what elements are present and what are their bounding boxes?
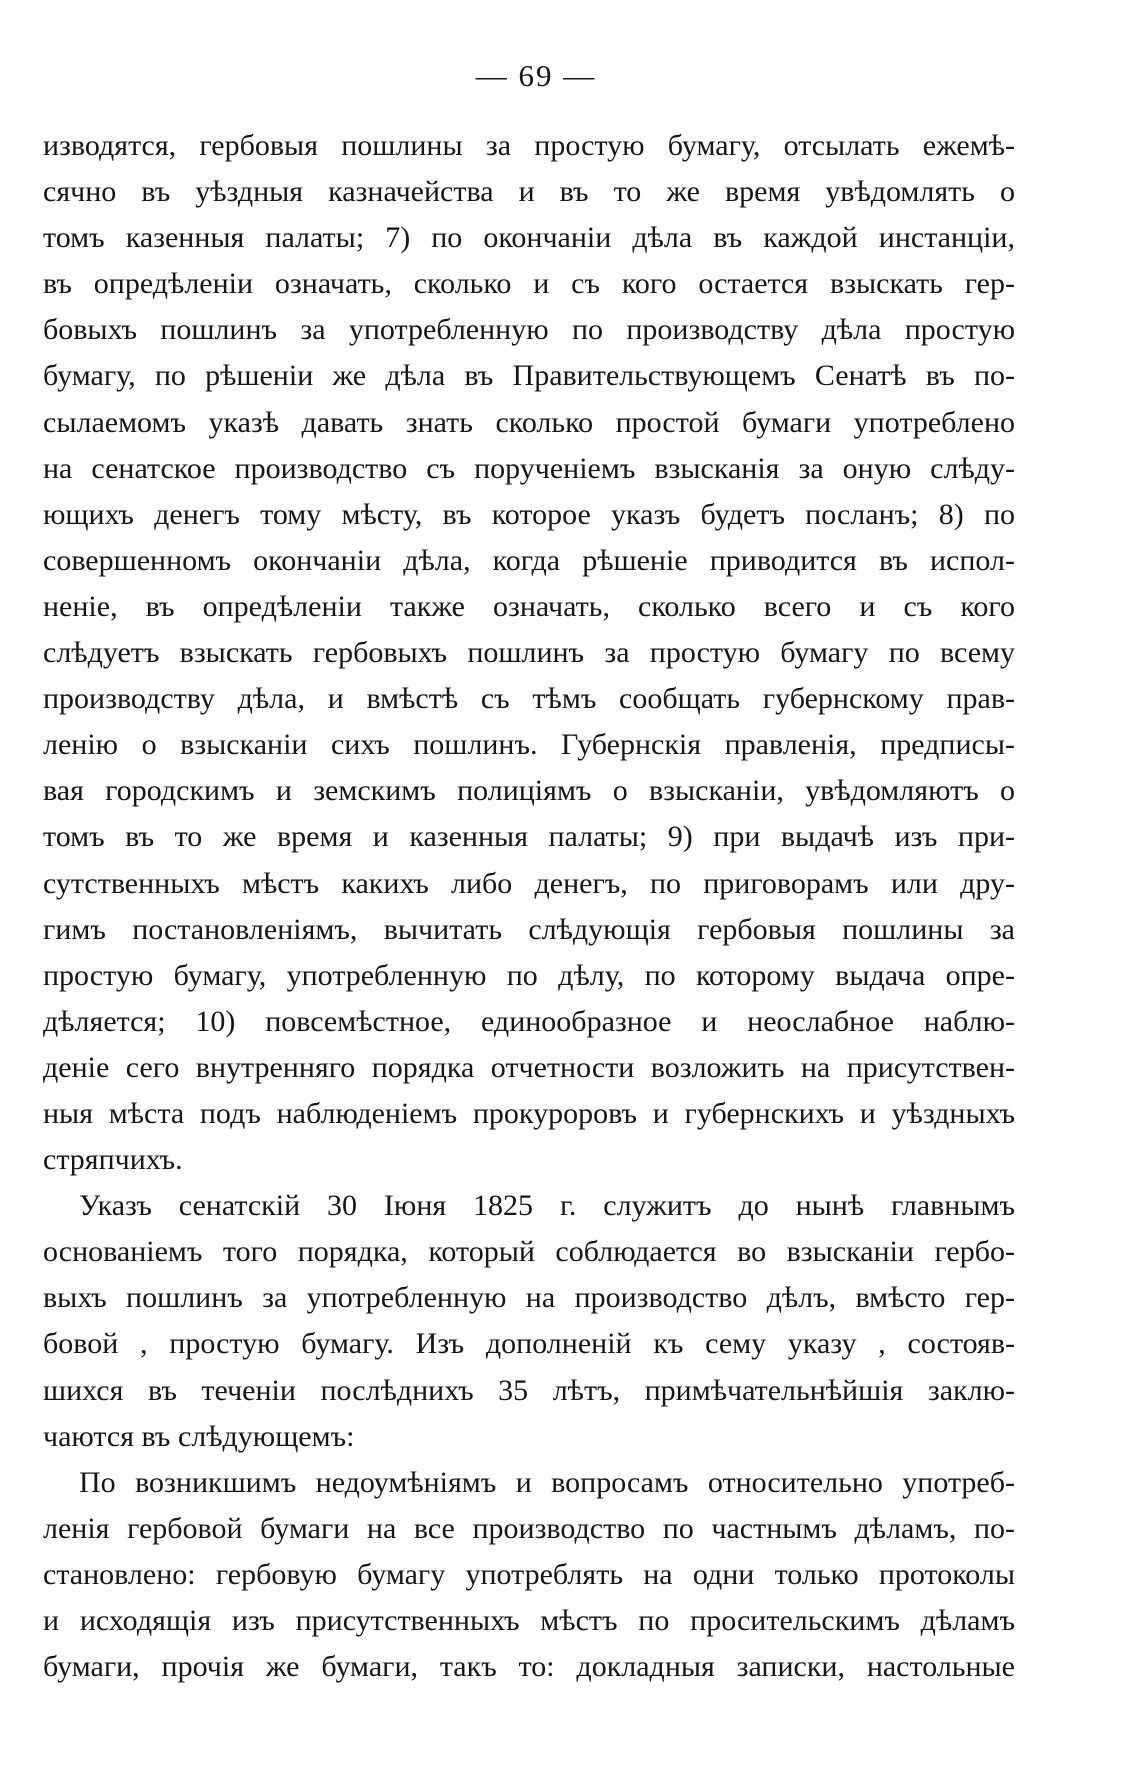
text-line: стряпчихъ. bbox=[43, 1143, 183, 1177]
text-line: сячно въ уѣздныя казначейства и въ то же время увѣдомлять о bbox=[43, 175, 1015, 209]
text-line: ленію о взысканіи сихъ пошлинъ. Губернскія правленія, предписы- bbox=[43, 728, 1015, 762]
text-line: изводятся, гербовыя пошлины за простую бумагу, отсылать ежемѣ- bbox=[43, 129, 1015, 162]
text-line: бумагу, по рѣшеніи же дѣла въ Правительствующемъ Сенатѣ въ по- bbox=[43, 359, 1015, 393]
text-line: дѣляется; 10) повсемѣстное, единообразное и неослабное наблю- bbox=[43, 1004, 1015, 1038]
page-number: — 69 — bbox=[475, 58, 597, 93]
text-line: шихся въ теченіи послѣднихъ 35 лѣтъ, примѣчательнѣйшія заклю- bbox=[43, 1373, 1015, 1407]
text-line: слѣдуетъ взыскать гербовыхъ пошлинъ за простую бумагу по всему bbox=[43, 636, 1015, 670]
text-line: простую бумагу, употребленную по дѣлу, по которому выдача опре- bbox=[43, 958, 1015, 992]
text-line: въ опредѣленіи означать, сколько и съ кого остается взыскать гер- bbox=[43, 267, 1015, 301]
text-line: Указъ сенатскій 30 Іюня 1825 г. служитъ до нынѣ главнымъ bbox=[79, 1189, 1015, 1223]
text-line: выхъ пошлинъ за употребленную на производство дѣлъ, вмѣсто гер- bbox=[43, 1281, 1015, 1315]
text-line: бумаги, прочія же бумаги, такъ то: докладныя записки, настольные bbox=[43, 1650, 1015, 1684]
text-line: производству дѣла, и вмѣстѣ съ тѣмъ сообщать губернскому прав- bbox=[43, 682, 1015, 716]
text-line: сылаемомъ указѣ давать знать сколько простой бумаги употреблено bbox=[43, 405, 1015, 439]
text-line: По возникшимъ недоумѣніямъ и вопросамъ относительно употреб- bbox=[79, 1465, 1015, 1499]
text-line: сутственныхъ мѣстъ какихъ либо денегъ, по приговорамъ или дру- bbox=[43, 866, 1015, 900]
text-line: бовой , простую бумагу. Изъ дополненій къ сему указу , состояв- bbox=[43, 1327, 1015, 1361]
text-line: основаніемъ того порядка, который соблюдается во взысканіи гербо- bbox=[43, 1235, 1015, 1269]
text-line: чаются въ слѣдующемъ: bbox=[43, 1419, 355, 1453]
body-text bbox=[43, 123, 1015, 1690]
text-line: бовыхъ пошлинъ за употребленную по производству дѣла простую bbox=[43, 313, 1015, 347]
text-line: вая городскимъ и земскимъ полиціямъ о взысканіи, увѣдомляютъ о bbox=[43, 774, 1015, 808]
text-line: неніе, въ опредѣленіи также означать, сколько всего и съ кого bbox=[43, 589, 1015, 623]
text-line: деніе сего внутренняго порядка отчетности возложить на присутствен- bbox=[43, 1050, 1015, 1084]
text-line: ленія гербовой бумаги на все производство по частнымъ дѣламъ, по- bbox=[43, 1511, 1015, 1545]
text-line: становлено: гербовую бумагу употреблять на одни только протоколы bbox=[43, 1557, 1015, 1591]
text-line: томъ въ то же время и казенныя палаты; 9) при выдачѣ изъ при- bbox=[43, 820, 1015, 854]
text-line: ныя мѣста подъ наблюденіемъ прокуроровъ и губернскихъ и уѣздныхъ bbox=[43, 1096, 1015, 1130]
text-line: ющихъ денегъ тому мѣсту, въ которое указъ будетъ посланъ; 8) по bbox=[43, 497, 1015, 531]
text-line: и исходящія изъ присутственныхъ мѣстъ по просительскимъ дѣламъ bbox=[43, 1604, 1015, 1637]
text-line: томъ казенныя палаты; 7) по окончаніи дѣла въ каждой инстанціи, bbox=[43, 221, 1015, 255]
text-line: совершенномъ окончаніи дѣла, когда рѣшеніе приводится въ испол- bbox=[43, 543, 1015, 577]
text-line: на сенатское производство съ порученіемъ взысканія за оную слѣду- bbox=[43, 451, 1015, 485]
text-line: гимъ постановленіямъ, вычитать слѣдующія гербовыя пошлины за bbox=[43, 912, 1015, 946]
